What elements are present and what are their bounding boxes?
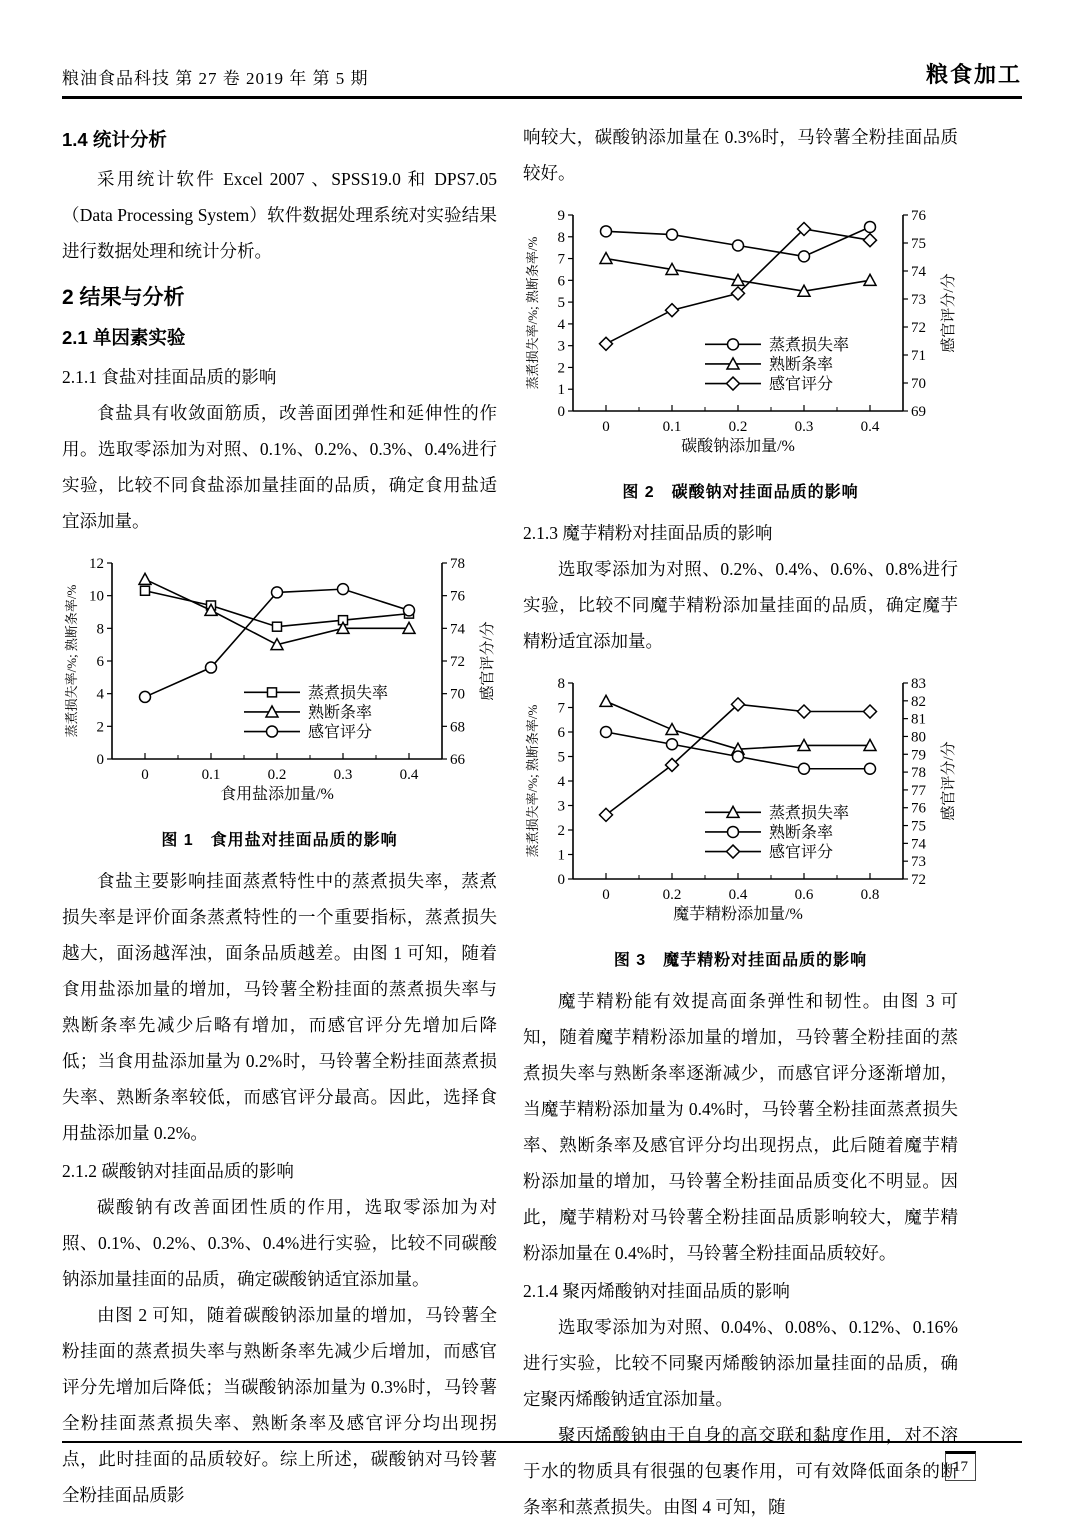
svg-text:76: 76 xyxy=(450,588,465,605)
svg-text:感官评分/分: 感官评分/分 xyxy=(941,273,957,353)
svg-text:0.2: 0.2 xyxy=(728,419,748,435)
svg-text:8: 8 xyxy=(96,621,104,638)
svg-text:5: 5 xyxy=(557,749,565,766)
svg-text:碳酸钠添加量/%: 碳酸钠添加量/% xyxy=(681,438,795,455)
svg-text:0.2: 0.2 xyxy=(267,767,287,783)
para-soda-continuation: 响较大，碳酸钠添加量在 0.3%时，马铃薯全粉挂面品质较好。 xyxy=(523,127,958,183)
heading-2-1-3: 2.1.3 魔芋精粉对挂面品质的影响 xyxy=(523,523,773,543)
svg-text:81: 81 xyxy=(911,711,926,728)
svg-text:感官评分: 感官评分 xyxy=(769,844,834,862)
section-label: 粮食加工 xyxy=(925,62,1022,87)
svg-text:熟断条率: 熟断条率 xyxy=(769,356,834,374)
svg-text:2: 2 xyxy=(96,719,104,736)
header-rule xyxy=(62,96,1022,99)
svg-text:73: 73 xyxy=(911,292,926,308)
svg-text:72: 72 xyxy=(450,654,465,670)
svg-text:82: 82 xyxy=(911,693,926,710)
svg-text:0.4: 0.4 xyxy=(399,767,419,783)
svg-text:9: 9 xyxy=(557,208,565,224)
svg-text:6: 6 xyxy=(96,654,104,670)
svg-text:7: 7 xyxy=(557,700,565,717)
svg-text:蒸煮损失率/%; 熟断条率/%: 蒸煮损失率/%; 熟断条率/% xyxy=(64,584,79,738)
svg-text:0: 0 xyxy=(557,872,565,888)
footer-rule xyxy=(62,1441,1022,1443)
svg-text:5: 5 xyxy=(557,295,565,312)
svg-text:69: 69 xyxy=(911,404,926,420)
heading-2: 2 结果与分析 xyxy=(62,286,185,309)
heading-1-4: 1.4 统计分析 xyxy=(62,129,167,150)
svg-text:2: 2 xyxy=(557,360,565,377)
svg-text:0: 0 xyxy=(602,419,610,435)
para-konjac-result: 魔芋精粉能有效提高面条弹性和韧性。由图 3 可知，随着魔芋精粉添加量的增加，马铃薯全粉挂面的蒸煮损失率与熟断条率逐渐减少，而感官评分逐渐增加，当魔芋精粉添加量为 0.4%时，马铃薯全粉挂面蒸煮损失率、熟断条率及感官评分均出现拐点，此后随着魔芋精粉添加量的增加，马铃薯全粉挂面品质变化不明显。因此，魔芋精粉对马铃薯全粉挂面品质影响较大，魔芋精粉添加量在 0.4%时，马铃薯全粉挂面品质较好。 xyxy=(523,991,958,1263)
svg-text:4: 4 xyxy=(557,316,565,333)
svg-text:0.8: 0.8 xyxy=(860,887,880,903)
chart-2-soda xyxy=(523,201,959,459)
svg-text:蒸煮损失率/%; 熟断条率/%: 蒸煮损失率/%; 熟断条率/% xyxy=(525,236,540,390)
svg-text:73: 73 xyxy=(911,854,926,871)
svg-text:6: 6 xyxy=(557,273,565,290)
svg-text:83: 83 xyxy=(911,676,926,692)
para-salt-intro: 食盐具有收敛面筋质，改善面团弹性和延伸性的作用。选取零添加为对照、0.1%、0.2%、0.3%、0.4%进行实验，比较不同食盐添加量挂面的品质，确定食用盐适宜添加量。 xyxy=(62,403,497,531)
para-paas-intro: 选取零添加为对照、0.04%、0.08%、0.12%、0.16%进行实验，比较不同聚丙烯酸钠添加量挂面的品质，确定聚丙烯酸钠适宜添加量。 xyxy=(523,1317,958,1409)
heading-2-1-2: 2.1.2 碳酸钠对挂面品质的影响 xyxy=(62,1161,294,1181)
svg-text:4: 4 xyxy=(96,686,104,703)
svg-text:66: 66 xyxy=(450,752,465,768)
svg-text:78: 78 xyxy=(911,765,926,782)
svg-text:8: 8 xyxy=(557,229,565,246)
svg-text:7: 7 xyxy=(557,251,565,268)
heading-2-1-1: 2.1.1 食盐对挂面品质的影响 xyxy=(62,367,277,387)
svg-text:0.1: 0.1 xyxy=(662,419,682,435)
svg-text:1: 1 xyxy=(557,382,565,399)
svg-text:12: 12 xyxy=(89,556,104,572)
svg-text:0: 0 xyxy=(96,752,104,768)
svg-text:0: 0 xyxy=(602,887,610,903)
svg-text:0.3: 0.3 xyxy=(794,419,814,435)
para-statistics: 采用统计软件 Excel 2007 、SPSS19.0 和 DPS7.05（Data Processing System）软件数据处理系统对实验结果进行数据处理和统计分析。 xyxy=(62,169,497,261)
svg-text:熟断条率: 熟断条率 xyxy=(769,824,834,842)
para-konjac-intro: 选取零添加为对照、0.2%、0.4%、0.6%、0.8%进行实验，比较不同魔芋精粉添加量挂面的品质，确定魔芋精粉适宜添加量。 xyxy=(523,559,958,651)
svg-text:74: 74 xyxy=(911,836,926,853)
svg-text:4: 4 xyxy=(557,774,565,790)
svg-text:74: 74 xyxy=(450,621,465,638)
svg-text:蒸煮损失率: 蒸煮损失率 xyxy=(769,804,850,822)
svg-text:0.4: 0.4 xyxy=(728,887,748,903)
para-salt-result: 食盐主要影响挂面蒸煮特性中的蒸煮损失率，蒸煮损失率是评价面条蒸煮特性的一个重要指标，蒸煮损失越大，面汤越浑浊，面条品质越差。由图 1 可知，随着食用盐添加量的增加，马铃薯全粉挂面的蒸煮损失率与熟断条率先减少后略有增加，而感官评分先增加后降低；当食用盐添加量为 0.2%时，马铃薯全粉挂面蒸煮损失率、熟断条率较低，而感官评分最高。因此，选择食用盐添加量 0.2%。 xyxy=(62,871,497,1143)
svg-text:2: 2 xyxy=(557,823,565,839)
heading-2-1: 2.1 单因素实验 xyxy=(62,327,186,348)
figure-3 xyxy=(523,669,958,979)
svg-text:蒸煮损失率: 蒸煮损失率 xyxy=(308,684,389,702)
svg-text:70: 70 xyxy=(450,686,465,703)
svg-text:蒸煮损失率/%; 熟断条率/%: 蒸煮损失率/%; 熟断条率/% xyxy=(525,704,540,858)
svg-text:74: 74 xyxy=(911,264,926,280)
svg-text:0: 0 xyxy=(557,404,565,420)
svg-text:魔芋精粉添加量/%: 魔芋精粉添加量/% xyxy=(673,906,803,923)
figure-3-caption: 图 3 魔芋精粉对挂面品质的影响 xyxy=(613,952,868,969)
svg-text:75: 75 xyxy=(911,236,926,252)
svg-text:76: 76 xyxy=(911,208,926,224)
svg-text:感官评分/分: 感官评分/分 xyxy=(941,741,957,821)
two-column-body xyxy=(62,119,1022,1525)
svg-text:72: 72 xyxy=(911,320,926,336)
journal-title: 粮油食品科技 第 27 卷 2019 年 第 5 期 xyxy=(62,69,369,88)
svg-text:71: 71 xyxy=(911,348,926,364)
svg-text:0: 0 xyxy=(141,767,149,783)
para-soda-intro: 碳酸钠有改善面团性质的作用，选取零添加为对照、0.1%、0.2%、0.3%、0.4%进行实验，比较不同碳酸钠添加量挂面的品质，确定碳酸钠适宜添加量。 xyxy=(62,1197,497,1289)
svg-text:感官评分: 感官评分 xyxy=(308,724,373,742)
figure-2 xyxy=(523,201,958,511)
heading-2-1-4: 2.1.4 聚丙烯酸钠对挂面品质的影响 xyxy=(523,1281,790,1301)
figure-1-caption: 图 1 食用盐对挂面品质的影响 xyxy=(161,832,398,849)
svg-text:3: 3 xyxy=(557,798,565,815)
para-paas-result: 聚丙烯酸钠由于自身的高交联和黏度作用，对不溶于水的物质具有很强的包裹作用，可有效降低面条的断条率和蒸煮损失。由图 4 可知，随 xyxy=(523,1425,958,1517)
svg-text:0.2: 0.2 xyxy=(662,887,682,903)
page-number: 17 xyxy=(945,1451,976,1481)
svg-text:熟断条率: 熟断条率 xyxy=(308,704,373,722)
svg-text:蒸煮损失率: 蒸煮损失率 xyxy=(769,336,850,354)
svg-text:70: 70 xyxy=(911,376,926,392)
svg-text:3: 3 xyxy=(557,338,565,355)
svg-text:0.1: 0.1 xyxy=(201,767,221,783)
svg-text:1: 1 xyxy=(557,847,565,864)
svg-text:0.6: 0.6 xyxy=(794,887,814,903)
svg-text:75: 75 xyxy=(911,818,926,835)
svg-text:80: 80 xyxy=(911,729,926,746)
column-right xyxy=(523,119,958,1525)
page-header xyxy=(62,58,1022,89)
chart-3-konjac xyxy=(523,669,959,927)
svg-text:10: 10 xyxy=(89,588,104,605)
svg-text:78: 78 xyxy=(450,556,465,572)
figure-2-caption: 图 2 碳酸钠对挂面品质的影响 xyxy=(622,484,859,501)
figure-1 xyxy=(62,549,497,859)
svg-text:食用盐添加量/%: 食用盐添加量/% xyxy=(220,786,334,803)
svg-text:感官评分/分: 感官评分/分 xyxy=(480,621,496,701)
chart-1-salt xyxy=(62,549,498,807)
svg-text:79: 79 xyxy=(911,747,926,764)
svg-text:72: 72 xyxy=(911,872,926,888)
svg-text:76: 76 xyxy=(911,800,926,817)
svg-text:感官评分: 感官评分 xyxy=(769,376,834,394)
svg-text:8: 8 xyxy=(557,676,565,692)
svg-text:0.3: 0.3 xyxy=(333,767,353,783)
svg-text:0.4: 0.4 xyxy=(860,419,880,435)
svg-text:6: 6 xyxy=(557,725,565,741)
svg-text:77: 77 xyxy=(911,782,926,799)
svg-text:68: 68 xyxy=(450,719,465,736)
column-left xyxy=(62,119,497,1525)
para-soda-result: 由图 2 可知，随着碳酸钠添加量的增加，马铃薯全粉挂面的蒸煮损失率与熟断条率先减少后增加，而感官评分先增加后降低；当碳酸钠添加量为 0.3%时，马铃薯全粉挂面蒸煮损失率、熟断条率及感官评分均出现拐点，此时挂面的品质较好。综上所述，碳酸钠对马铃薯全粉挂面品质影 xyxy=(62,1305,497,1505)
